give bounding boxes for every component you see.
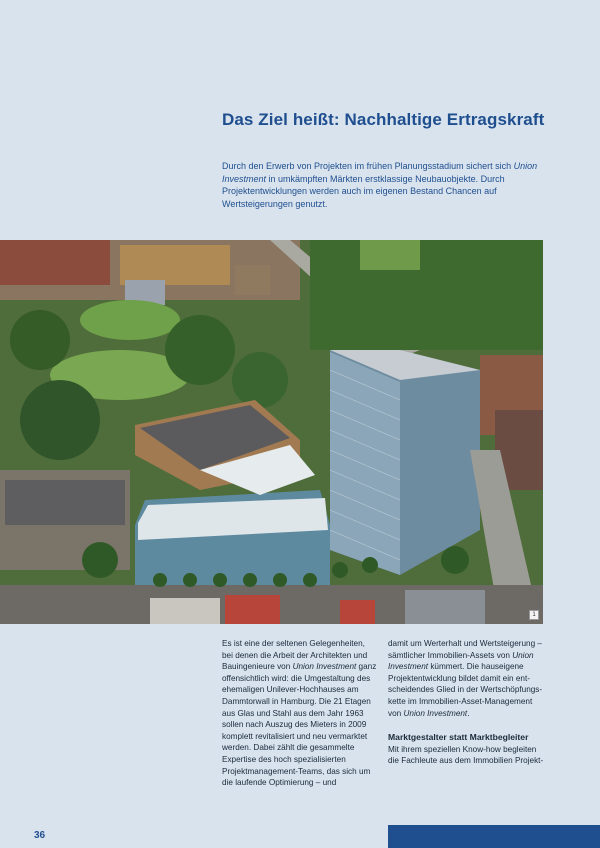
aerial-photo <box>0 240 543 624</box>
intro-text-2: in umkämpften Märkten erstklassige Neubauobjekte. Durch Projektentwicklungen werden auch im eigenen Bestand Chancen auf Wertsteigerungen genutzt. <box>222 173 505 209</box>
brick-building-2 <box>120 245 230 285</box>
col1-text-1: Es ist eine der seltenen Gelegenheiten, bei denen die Arbeit der Architekten und Bauingenieure von <box>222 639 368 672</box>
building-3 <box>235 265 270 295</box>
lawn-top-right <box>360 240 420 270</box>
intro-paragraph <box>222 160 542 210</box>
section-subheading: Marktgestalter statt Marktbegleiter <box>388 732 529 743</box>
intro-text-1: Durch den Erwerb von Projekten im frühen Planungsstadium sichert sich <box>222 161 514 171</box>
col1-text-2: ganz offensichtlich wird: die Umgestaltung des ehemaligen Unilever-Hochhauses am Dammtorwall in Hamburg. Die 21 Etagen aus Glas und Stahl aus dem Jahr 1963 sollen nach Auszug des Mieters in 2009 komplett revitalisiert und neu vermarktet werden. Dabei zählt die gesammelte Expertise des hoch spezialisierten Projektmanagement-Teams, das sich um die laufende Optimierung – und <box>222 662 377 788</box>
aerial-photo-illustration <box>0 240 543 624</box>
page-title: Das Ziel heißt: Nachhaltige Ertragskraft <box>222 110 545 129</box>
photo-number-badge: 1 <box>529 610 539 620</box>
brick-building-1 <box>0 240 110 285</box>
col2-brand-1: Union Investment <box>388 650 534 672</box>
footer-accent-bar <box>388 825 600 848</box>
col2-brand-2: Union Investment <box>403 708 468 718</box>
intro-brand: Union Investment <box>222 161 538 184</box>
col2-text-1: damit um Werterhalt und Wertsteigerung – sämtlicher Immobilien-Assets von <box>388 639 542 660</box>
col2-text-3: . <box>467 708 470 718</box>
body-column-1 <box>222 638 378 789</box>
park-lawn <box>80 300 180 340</box>
body-column-2 <box>388 638 544 767</box>
col2-text-4: Mit ihrem speziellen Know-how begleiten die Fachleute aus dem Immobilien Projekt- <box>388 744 544 766</box>
col2-text-2: kümmert. Die hauseigene Projektentwicklung bildet damit ein entscheidendes Glied in der Wertschöpfungskette im Immobilien-Asset-Management von <box>388 662 543 718</box>
tree-area-right <box>310 240 543 350</box>
page-number: 36 <box>34 830 46 841</box>
col1-brand: Union Investment <box>292 662 357 672</box>
